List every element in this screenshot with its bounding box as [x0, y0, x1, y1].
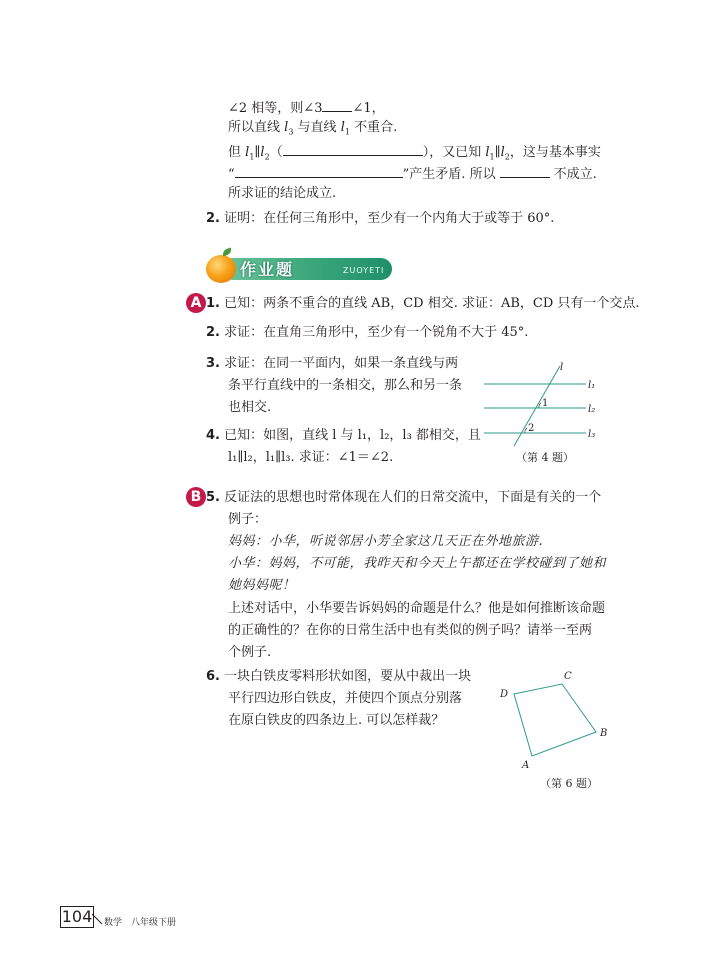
variable-l: l — [284, 120, 289, 135]
proof-line-4 — [228, 163, 597, 184]
question-line-1: 上述对话中，小华要告诉妈妈的命题是什么？他是如何推断该命题 — [228, 601, 606, 616]
answer-blank[interactable] — [283, 141, 423, 156]
proof-text: ∠2 相等，则∠3 — [228, 101, 323, 116]
item-text: 求证：在同一平面内，如果一条直线与两 — [224, 356, 459, 371]
vertex-b-label: B — [600, 728, 608, 739]
item-number: 1. — [206, 296, 220, 311]
item-number: 2. — [206, 211, 220, 226]
exercise-2 — [206, 210, 554, 228]
item-number: 5. — [206, 490, 220, 505]
exercise-b6-line2: 平行四边形白铁皮，并使四个顶点分别落 — [228, 691, 463, 706]
section-b-badge: B — [186, 487, 206, 507]
label-l: l — [560, 362, 564, 373]
proof-line-3: 但 $l_1\parallel l_2$（ ），又已知 $l_1\parallel l_2$，这与基本事实 — [228, 141, 601, 167]
exercise-b5-line2: 例子： — [228, 512, 268, 527]
page-number: 104 — [61, 907, 93, 926]
item-text: 已知：如图，直线 l 与 l₁，l₂，l₃ 都相交，且 — [224, 428, 481, 443]
question-line-2: 的正确性的？在你的日常生活中也有类似的例子吗？请举一至两 — [228, 623, 593, 638]
item-number: 3. — [206, 356, 220, 371]
dialog-line-1: 妈妈：小华，听说邻居小芳全家这几天正在外地旅游. — [228, 534, 544, 549]
proof-text: 但 — [228, 145, 246, 160]
figure-6-caption: （第 6 题） — [540, 777, 598, 790]
item-text: 已知：两条不重合的直线 AB，CD 相交. 求证：AB，CD 只有一个交点. — [224, 296, 640, 311]
proof-text: （ — [269, 145, 283, 160]
angle-2-label: 2 — [528, 423, 535, 434]
exercise-b5 — [206, 489, 601, 507]
label-l1: l₁ — [588, 380, 596, 391]
exercise-a2 — [206, 324, 528, 342]
figure-4-caption: （第 4 题） — [516, 451, 574, 464]
proof-text: ），又已知 — [422, 145, 486, 160]
proof-line-5: 所求证的结论成立. — [228, 186, 337, 201]
item-text: 一块白铁皮零料形状如图，要从中裁出一块 — [224, 669, 472, 684]
dialog-line-2: 小华：妈妈，不可能，我昨天和今天上午都还在学校碰到了她和 — [228, 556, 607, 571]
exercise-a4 — [206, 427, 481, 445]
proof-text: “ — [228, 167, 235, 182]
exercise-a3-line3: 也相交. — [228, 400, 272, 415]
answer-blank[interactable] — [235, 163, 403, 178]
exercise-a3-line2: 条平行直线中的一条相交，那么和另一条 — [228, 378, 463, 393]
proof-line-1 — [228, 97, 385, 118]
angle-1-label: 1 — [542, 398, 549, 409]
angle-1-arc — [539, 403, 541, 408]
item-text: 反证法的思想也时常体现在人们的日常交流中，下面是有关的一个 — [224, 490, 602, 505]
angle-2-arc — [525, 428, 527, 433]
section-a-badge: A — [186, 293, 206, 313]
leaf-icon — [221, 247, 232, 256]
proof-text: ”产生矛盾. 所以 — [402, 167, 496, 182]
vertex-c-label: C — [564, 671, 572, 682]
exercise-a4-line2: l₁∥l₂，l₁∥l₃. 求证：∠1＝∠2. — [228, 450, 394, 465]
exercise-a1 — [206, 295, 640, 313]
proof-text: ∠1， — [352, 101, 385, 116]
homework-title: 作业题 — [240, 260, 295, 279]
label-l3: l₃ — [588, 429, 596, 440]
book-title: 数学 八年级下册 — [104, 918, 177, 928]
proof-text: 所以直线 — [228, 120, 285, 135]
vertex-d-label: D — [500, 689, 509, 700]
answer-blank[interactable] — [322, 97, 352, 112]
proof-text: ，这与基本事实 — [509, 145, 601, 160]
proof-text: 不成立. — [553, 167, 597, 182]
item-number: 4. — [206, 428, 220, 443]
exercise-a3 — [206, 355, 458, 373]
quadrilateral-shape — [514, 684, 596, 756]
item-number: 6. — [206, 669, 220, 684]
item-text: 证明：在任何三角形中，至少有一个内角大于或等于 60°. — [224, 211, 555, 226]
proof-line-2: 所以直线 $l_3$ 与直线 $l_1$ 不重合. — [228, 120, 398, 137]
homework-subtitle: ZUOYETI — [343, 266, 385, 275]
vertex-a-label: A — [522, 760, 530, 771]
dialog-line-3: 她妈妈呢！ — [228, 578, 296, 593]
question-line-3: 个例子. — [228, 645, 272, 660]
exercise-b6 — [206, 668, 471, 686]
line-l — [514, 366, 560, 446]
proof-text: 不重合. — [354, 120, 398, 135]
item-text: 求证：在直角三角形中，至少有一个锐角不大于 45°. — [224, 325, 529, 340]
item-number: 2. — [206, 325, 220, 340]
figure-6-diagram — [496, 666, 616, 776]
orange-icon — [206, 255, 236, 283]
answer-blank[interactable] — [500, 163, 550, 178]
proof-text: 与直线 — [297, 120, 341, 135]
exercise-b6-line3: 在原白铁皮的四条边上. 可以怎样裁？ — [228, 713, 445, 728]
label-l2: l₂ — [588, 404, 596, 415]
